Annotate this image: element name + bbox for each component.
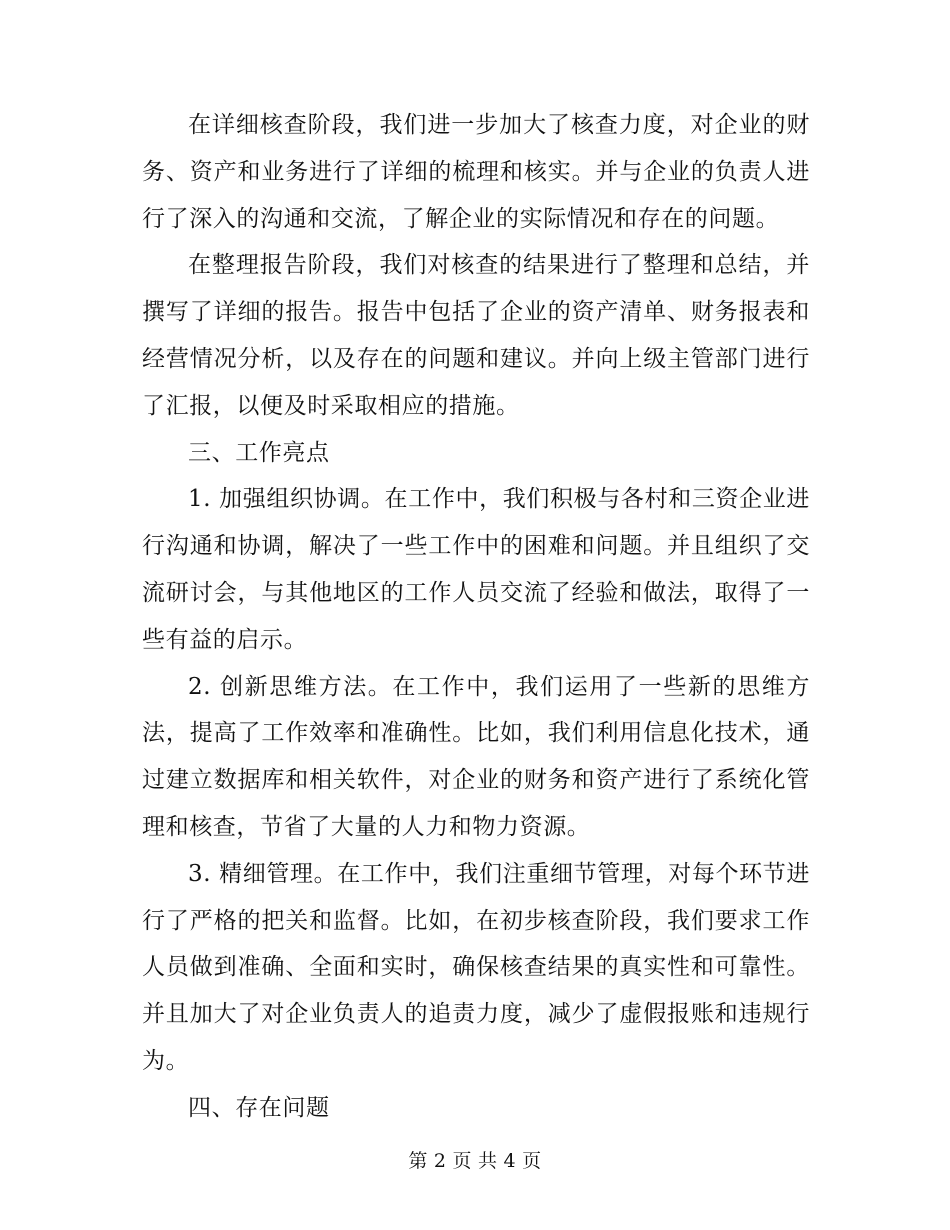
footer-page-word: 页 bbox=[452, 1150, 472, 1172]
footer-suffix: 页 bbox=[522, 1150, 542, 1172]
highlight-item-3: 3. 精细管理。在工作中，我们注重细节管理，对每个环节进行了严格的把关和监督。比如，在初步核查阶段，我们要求工作人员做到准确、全面和实时，确保核查结果的真实性和可靠性。并且加大了对企业负责人的追责力度，减少了虚假报账和违规行为。 bbox=[142, 860, 810, 1074]
section-heading-problems: 四、存在问题 bbox=[188, 1094, 330, 1121]
page-footer bbox=[0, 1146, 950, 1173]
document-body bbox=[142, 102, 810, 1132]
footer-prefix: 第 bbox=[408, 1150, 428, 1172]
footer-total-pages: 4 bbox=[503, 1150, 517, 1172]
paragraph-report-stage: 在整理报告阶段，我们对核查的结果进行了整理和总结，并撰写了详细的报告。报告中包括了企业的资产清单、财务报表和经营情况分析，以及存在的问题和建议。并向上级主管部门进行了汇报，以便及时采取相应的措施。 bbox=[142, 252, 810, 419]
paragraph-detailed-check: 在详细核查阶段，我们进一步加大了核查力度，对企业的财务、资产和业务进行了详细的梳理和核实。并与企业的负责人进行了深入的沟通和交流，了解企业的实际情况和存在的问题。 bbox=[142, 112, 810, 232]
footer-current-page: 2 bbox=[433, 1150, 447, 1172]
footer-total-word: 共 bbox=[478, 1150, 498, 1172]
highlight-item-2: 2. 创新思维方法。在工作中，我们运用了一些新的思维方法，提高了工作效率和准确性。比如，我们利用信息化技术，通过建立数据库和相关软件，对企业的财务和资产进行了系统化管理和核查，节省了大量的人力和物力资源。 bbox=[142, 673, 810, 840]
highlight-item-1: 1. 加强组织协调。在工作中，我们积极与各村和三资企业进行沟通和协调，解决了一些工作中的困难和问题。并且组织了交流研讨会，与其他地区的工作人员交流了经验和做法，取得了一些有益的启示。 bbox=[142, 486, 810, 653]
section-heading-highlights: 三、工作亮点 bbox=[188, 439, 330, 466]
